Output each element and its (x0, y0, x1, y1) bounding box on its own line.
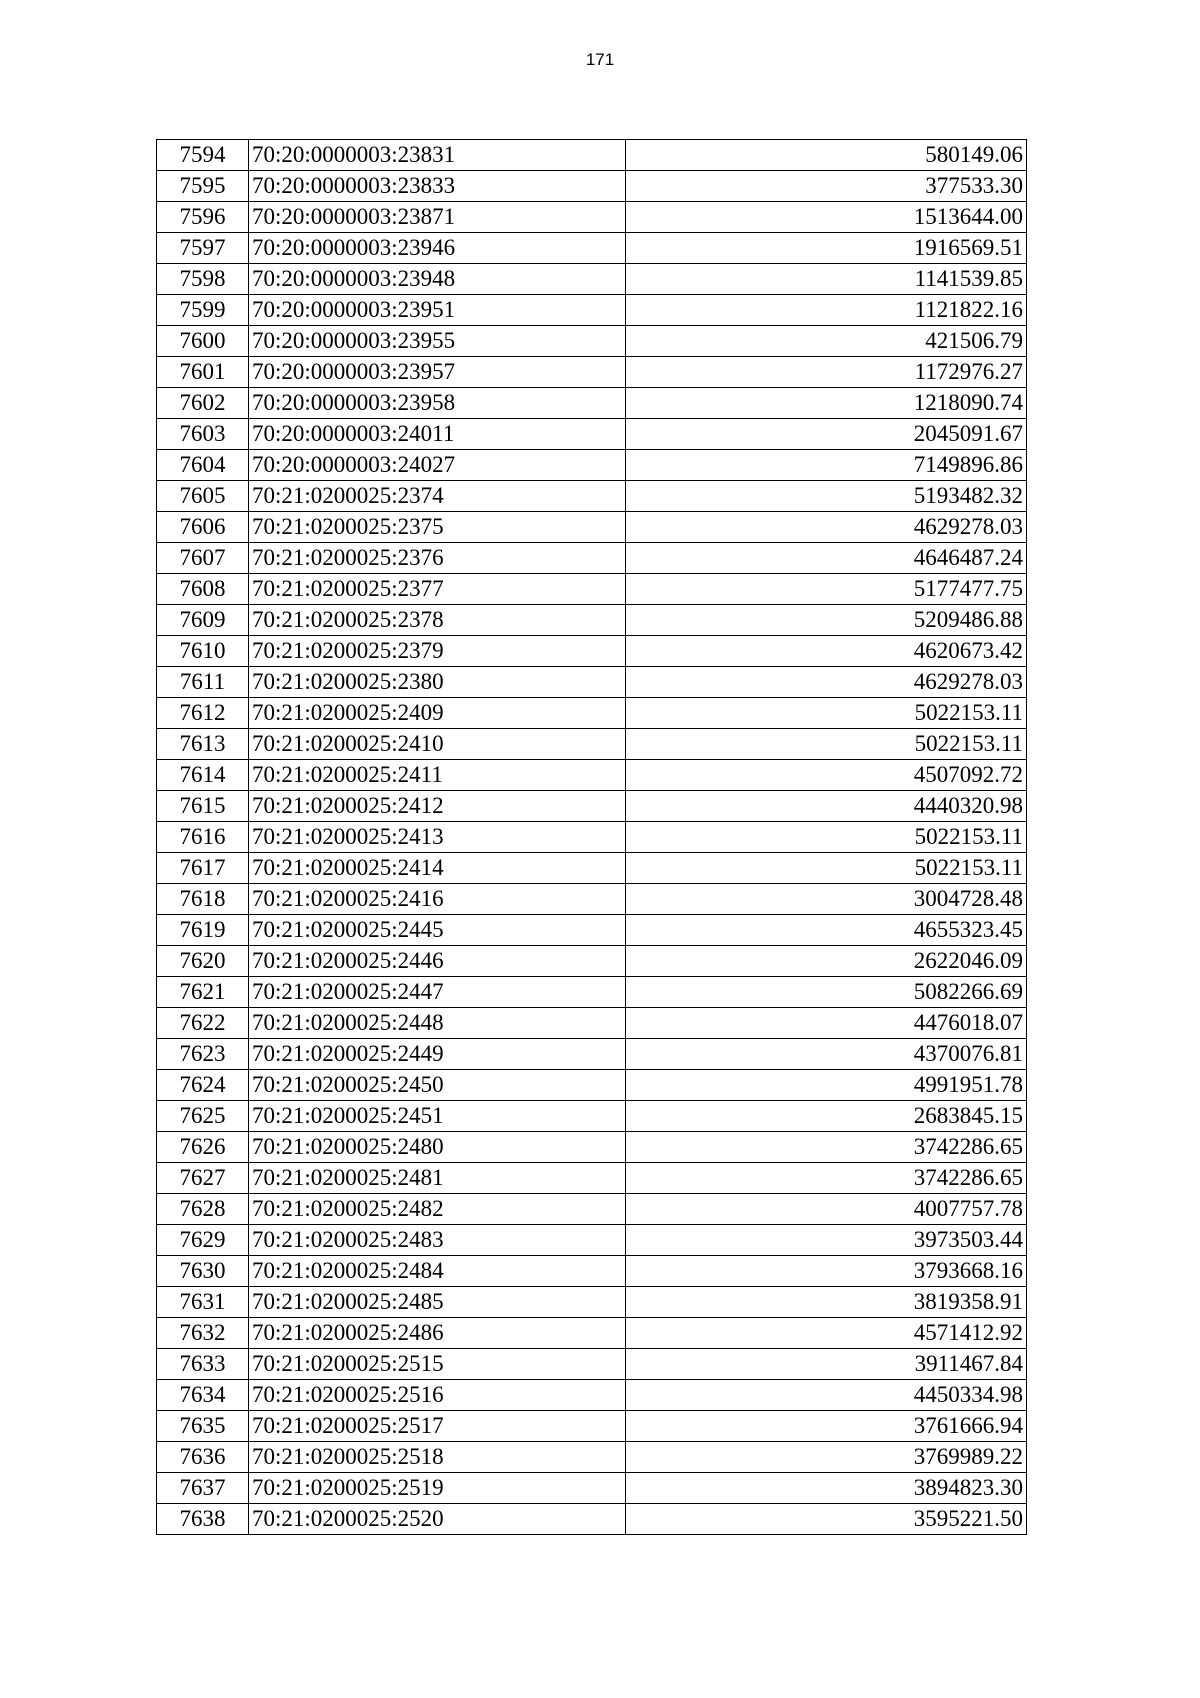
table-row (157, 1411, 1027, 1442)
cadastral-value-cell: 3894823.30 (626, 1473, 1027, 1504)
row-number-cell: 7617 (157, 853, 249, 884)
row-number-cell: 7598 (157, 264, 249, 295)
cadastral-value-cell: 5193482.32 (626, 481, 1027, 512)
cadastral-number-cell: 70:21:0200025:2378 (249, 605, 626, 636)
cadastral-number-cell: 70:21:0200025:2451 (249, 1101, 626, 1132)
table-row (157, 357, 1027, 388)
cadastral-value-cell: 3742286.65 (626, 1132, 1027, 1163)
cadastral-value-cell: 421506.79 (626, 326, 1027, 357)
row-number-cell: 7615 (157, 791, 249, 822)
row-number-cell: 7632 (157, 1318, 249, 1349)
cadastral-number-cell: 70:21:0200025:2416 (249, 884, 626, 915)
table-row (157, 1256, 1027, 1287)
cadastral-value-cell: 4450334.98 (626, 1380, 1027, 1411)
row-number-cell: 7608 (157, 574, 249, 605)
cadastral-value-cell: 4571412.92 (626, 1318, 1027, 1349)
cadastral-number-cell: 70:21:0200025:2411 (249, 760, 626, 791)
table-row (157, 574, 1027, 605)
cadastral-value-cell: 3595221.50 (626, 1504, 1027, 1535)
row-number-cell: 7629 (157, 1225, 249, 1256)
table-row (157, 512, 1027, 543)
row-number-cell: 7604 (157, 450, 249, 481)
table-row (157, 1101, 1027, 1132)
table-row (157, 202, 1027, 233)
cadastral-value-cell: 4655323.45 (626, 915, 1027, 946)
cadastral-number-cell: 70:21:0200025:2515 (249, 1349, 626, 1380)
table-row (157, 791, 1027, 822)
cadastral-number-cell: 70:21:0200025:2410 (249, 729, 626, 760)
cadastral-number-cell: 70:21:0200025:2486 (249, 1318, 626, 1349)
cadastral-number-cell: 70:20:0000003:23833 (249, 171, 626, 202)
row-number-cell: 7631 (157, 1287, 249, 1318)
table-row (157, 326, 1027, 357)
row-number-cell: 7597 (157, 233, 249, 264)
cadastral-value-cell: 3761666.94 (626, 1411, 1027, 1442)
cadastral-value-cell: 3742286.65 (626, 1163, 1027, 1194)
cadastral-number-cell: 70:21:0200025:2516 (249, 1380, 626, 1411)
table-row (157, 1473, 1027, 1504)
cadastral-value-cell: 4629278.03 (626, 667, 1027, 698)
cadastral-number-cell: 70:21:0200025:2375 (249, 512, 626, 543)
table-row (157, 543, 1027, 574)
cadastral-number-cell: 70:20:0000003:23958 (249, 388, 626, 419)
table-row (157, 1287, 1027, 1318)
row-number-cell: 7619 (157, 915, 249, 946)
row-number-cell: 7611 (157, 667, 249, 698)
table-row (157, 140, 1027, 171)
cadastral-value-cell: 5209486.88 (626, 605, 1027, 636)
cadastral-value-cell: 4007757.78 (626, 1194, 1027, 1225)
cadastral-value-cell: 4629278.03 (626, 512, 1027, 543)
cadastral-value-cell: 2045091.67 (626, 419, 1027, 450)
cadastral-value-cell: 580149.06 (626, 140, 1027, 171)
cadastral-number-cell: 70:21:0200025:2520 (249, 1504, 626, 1535)
cadastral-number-cell: 70:20:0000003:23871 (249, 202, 626, 233)
cadastral-number-cell: 70:21:0200025:2447 (249, 977, 626, 1008)
cadastral-value-cell: 1916569.51 (626, 233, 1027, 264)
cadastral-value-cell: 3769989.22 (626, 1442, 1027, 1473)
cadastral-value-cell: 1513644.00 (626, 202, 1027, 233)
table-row (157, 1039, 1027, 1070)
table-row (157, 667, 1027, 698)
row-number-cell: 7602 (157, 388, 249, 419)
cadastral-number-cell: 70:20:0000003:24011 (249, 419, 626, 450)
cadastral-value-cell: 1218090.74 (626, 388, 1027, 419)
cadastral-number-cell: 70:20:0000003:23946 (249, 233, 626, 264)
table-row (157, 264, 1027, 295)
cadastral-value-cell: 4370076.81 (626, 1039, 1027, 1070)
cadastral-number-cell: 70:21:0200025:2412 (249, 791, 626, 822)
cadastral-number-cell: 70:21:0200025:2519 (249, 1473, 626, 1504)
cadastral-number-cell: 70:20:0000003:23957 (249, 357, 626, 388)
cadastral-number-cell: 70:21:0200025:2517 (249, 1411, 626, 1442)
table-row (157, 1318, 1027, 1349)
cadastral-number-cell: 70:21:0200025:2413 (249, 822, 626, 853)
cadastral-value-cell: 5177477.75 (626, 574, 1027, 605)
cadastral-number-cell: 70:21:0200025:2485 (249, 1287, 626, 1318)
cadastral-number-cell: 70:20:0000003:23948 (249, 264, 626, 295)
cadastral-number-cell: 70:21:0200025:2380 (249, 667, 626, 698)
row-number-cell: 7633 (157, 1349, 249, 1380)
cadastral-number-cell: 70:20:0000003:23951 (249, 295, 626, 326)
cadastral-value-cell: 2622046.09 (626, 946, 1027, 977)
table-row (157, 1163, 1027, 1194)
row-number-cell: 7620 (157, 946, 249, 977)
table-row (157, 295, 1027, 326)
cadastral-value-cell: 377533.30 (626, 171, 1027, 202)
cadastral-number-cell: 70:21:0200025:2377 (249, 574, 626, 605)
table-row (157, 419, 1027, 450)
table-row (157, 605, 1027, 636)
cadastral-value-cell: 4440320.98 (626, 791, 1027, 822)
table-row (157, 1380, 1027, 1411)
table-row (157, 915, 1027, 946)
cadastral-number-cell: 70:21:0200025:2374 (249, 481, 626, 512)
table-row (157, 171, 1027, 202)
table-row (157, 1442, 1027, 1473)
cadastral-value-cell: 1172976.27 (626, 357, 1027, 388)
cadastral-value-cell: 4620673.42 (626, 636, 1027, 667)
cadastral-number-cell: 70:20:0000003:23955 (249, 326, 626, 357)
table-row (157, 853, 1027, 884)
cadastral-value-cell: 4646487.24 (626, 543, 1027, 574)
row-number-cell: 7600 (157, 326, 249, 357)
table-row (157, 481, 1027, 512)
cadastral-number-cell: 70:21:0200025:2481 (249, 1163, 626, 1194)
table-row (157, 1349, 1027, 1380)
row-number-cell: 7623 (157, 1039, 249, 1070)
row-number-cell: 7606 (157, 512, 249, 543)
row-number-cell: 7616 (157, 822, 249, 853)
row-number-cell: 7630 (157, 1256, 249, 1287)
cadastral-value-cell: 3819358.91 (626, 1287, 1027, 1318)
row-number-cell: 7635 (157, 1411, 249, 1442)
row-number-cell: 7621 (157, 977, 249, 1008)
table-row (157, 388, 1027, 419)
table-row (157, 450, 1027, 481)
table-row (157, 977, 1027, 1008)
cadastral-number-cell: 70:21:0200025:2409 (249, 698, 626, 729)
row-number-cell: 7627 (157, 1163, 249, 1194)
row-number-cell: 7609 (157, 605, 249, 636)
row-number-cell: 7610 (157, 636, 249, 667)
cadastral-number-cell: 70:21:0200025:2376 (249, 543, 626, 574)
cadastral-value-cell: 5082266.69 (626, 977, 1027, 1008)
table-row (157, 1008, 1027, 1039)
table-row (157, 884, 1027, 915)
cadastral-number-cell: 70:21:0200025:2484 (249, 1256, 626, 1287)
cadastral-value-table (156, 139, 1027, 1535)
row-number-cell: 7595 (157, 171, 249, 202)
row-number-cell: 7634 (157, 1380, 249, 1411)
row-number-cell: 7637 (157, 1473, 249, 1504)
cadastral-number-cell: 70:21:0200025:2414 (249, 853, 626, 884)
row-number-cell: 7624 (157, 1070, 249, 1101)
cadastral-number-cell: 70:20:0000003:23831 (249, 140, 626, 171)
cadastral-value-cell: 5022153.11 (626, 698, 1027, 729)
cadastral-number-cell: 70:21:0200025:2448 (249, 1008, 626, 1039)
cadastral-number-cell: 70:21:0200025:2482 (249, 1194, 626, 1225)
row-number-cell: 7612 (157, 698, 249, 729)
cadastral-number-cell: 70:21:0200025:2518 (249, 1442, 626, 1473)
table-row (157, 636, 1027, 667)
cadastral-value-cell: 5022153.11 (626, 853, 1027, 884)
table-row (157, 760, 1027, 791)
cadastral-number-cell: 70:21:0200025:2445 (249, 915, 626, 946)
cadastral-value-cell: 3911467.84 (626, 1349, 1027, 1380)
row-number-cell: 7636 (157, 1442, 249, 1473)
row-number-cell: 7596 (157, 202, 249, 233)
row-number-cell: 7603 (157, 419, 249, 450)
cadastral-value-cell: 4507092.72 (626, 760, 1027, 791)
cadastral-value-cell: 3004728.48 (626, 884, 1027, 915)
cadastral-value-cell: 4476018.07 (626, 1008, 1027, 1039)
row-number-cell: 7638 (157, 1504, 249, 1535)
row-number-cell: 7626 (157, 1132, 249, 1163)
cadastral-value-cell: 2683845.15 (626, 1101, 1027, 1132)
table-row (157, 1225, 1027, 1256)
table-row (157, 1504, 1027, 1535)
cadastral-value-cell: 1141539.85 (626, 264, 1027, 295)
cadastral-value-cell: 4991951.78 (626, 1070, 1027, 1101)
row-number-cell: 7605 (157, 481, 249, 512)
row-number-cell: 7613 (157, 729, 249, 760)
row-number-cell: 7607 (157, 543, 249, 574)
table-row (157, 822, 1027, 853)
row-number-cell: 7622 (157, 1008, 249, 1039)
cadastral-number-cell: 70:21:0200025:2480 (249, 1132, 626, 1163)
table-row (157, 729, 1027, 760)
row-number-cell: 7599 (157, 295, 249, 326)
cadastral-value-cell: 7149896.86 (626, 450, 1027, 481)
page-number: 171 (585, 50, 615, 69)
table-body (157, 140, 1027, 1535)
row-number-cell: 7614 (157, 760, 249, 791)
cadastral-value-cell: 3793668.16 (626, 1256, 1027, 1287)
cadastral-number-cell: 70:21:0200025:2446 (249, 946, 626, 977)
cadastral-number-cell: 70:20:0000003:24027 (249, 450, 626, 481)
table-row (157, 946, 1027, 977)
cadastral-number-cell: 70:21:0200025:2449 (249, 1039, 626, 1070)
table-row (157, 1194, 1027, 1225)
row-number-cell: 7628 (157, 1194, 249, 1225)
cadastral-value-cell: 1121822.16 (626, 295, 1027, 326)
cadastral-number-cell: 70:21:0200025:2450 (249, 1070, 626, 1101)
row-number-cell: 7618 (157, 884, 249, 915)
cadastral-value-cell: 5022153.11 (626, 822, 1027, 853)
row-number-cell: 7594 (157, 140, 249, 171)
table-row (157, 1070, 1027, 1101)
row-number-cell: 7601 (157, 357, 249, 388)
row-number-cell: 7625 (157, 1101, 249, 1132)
cadastral-value-cell: 3973503.44 (626, 1225, 1027, 1256)
cadastral-value-cell: 5022153.11 (626, 729, 1027, 760)
table-row (157, 233, 1027, 264)
cadastral-number-cell: 70:21:0200025:2483 (249, 1225, 626, 1256)
cadastral-number-cell: 70:21:0200025:2379 (249, 636, 626, 667)
table-row (157, 698, 1027, 729)
table-row (157, 1132, 1027, 1163)
